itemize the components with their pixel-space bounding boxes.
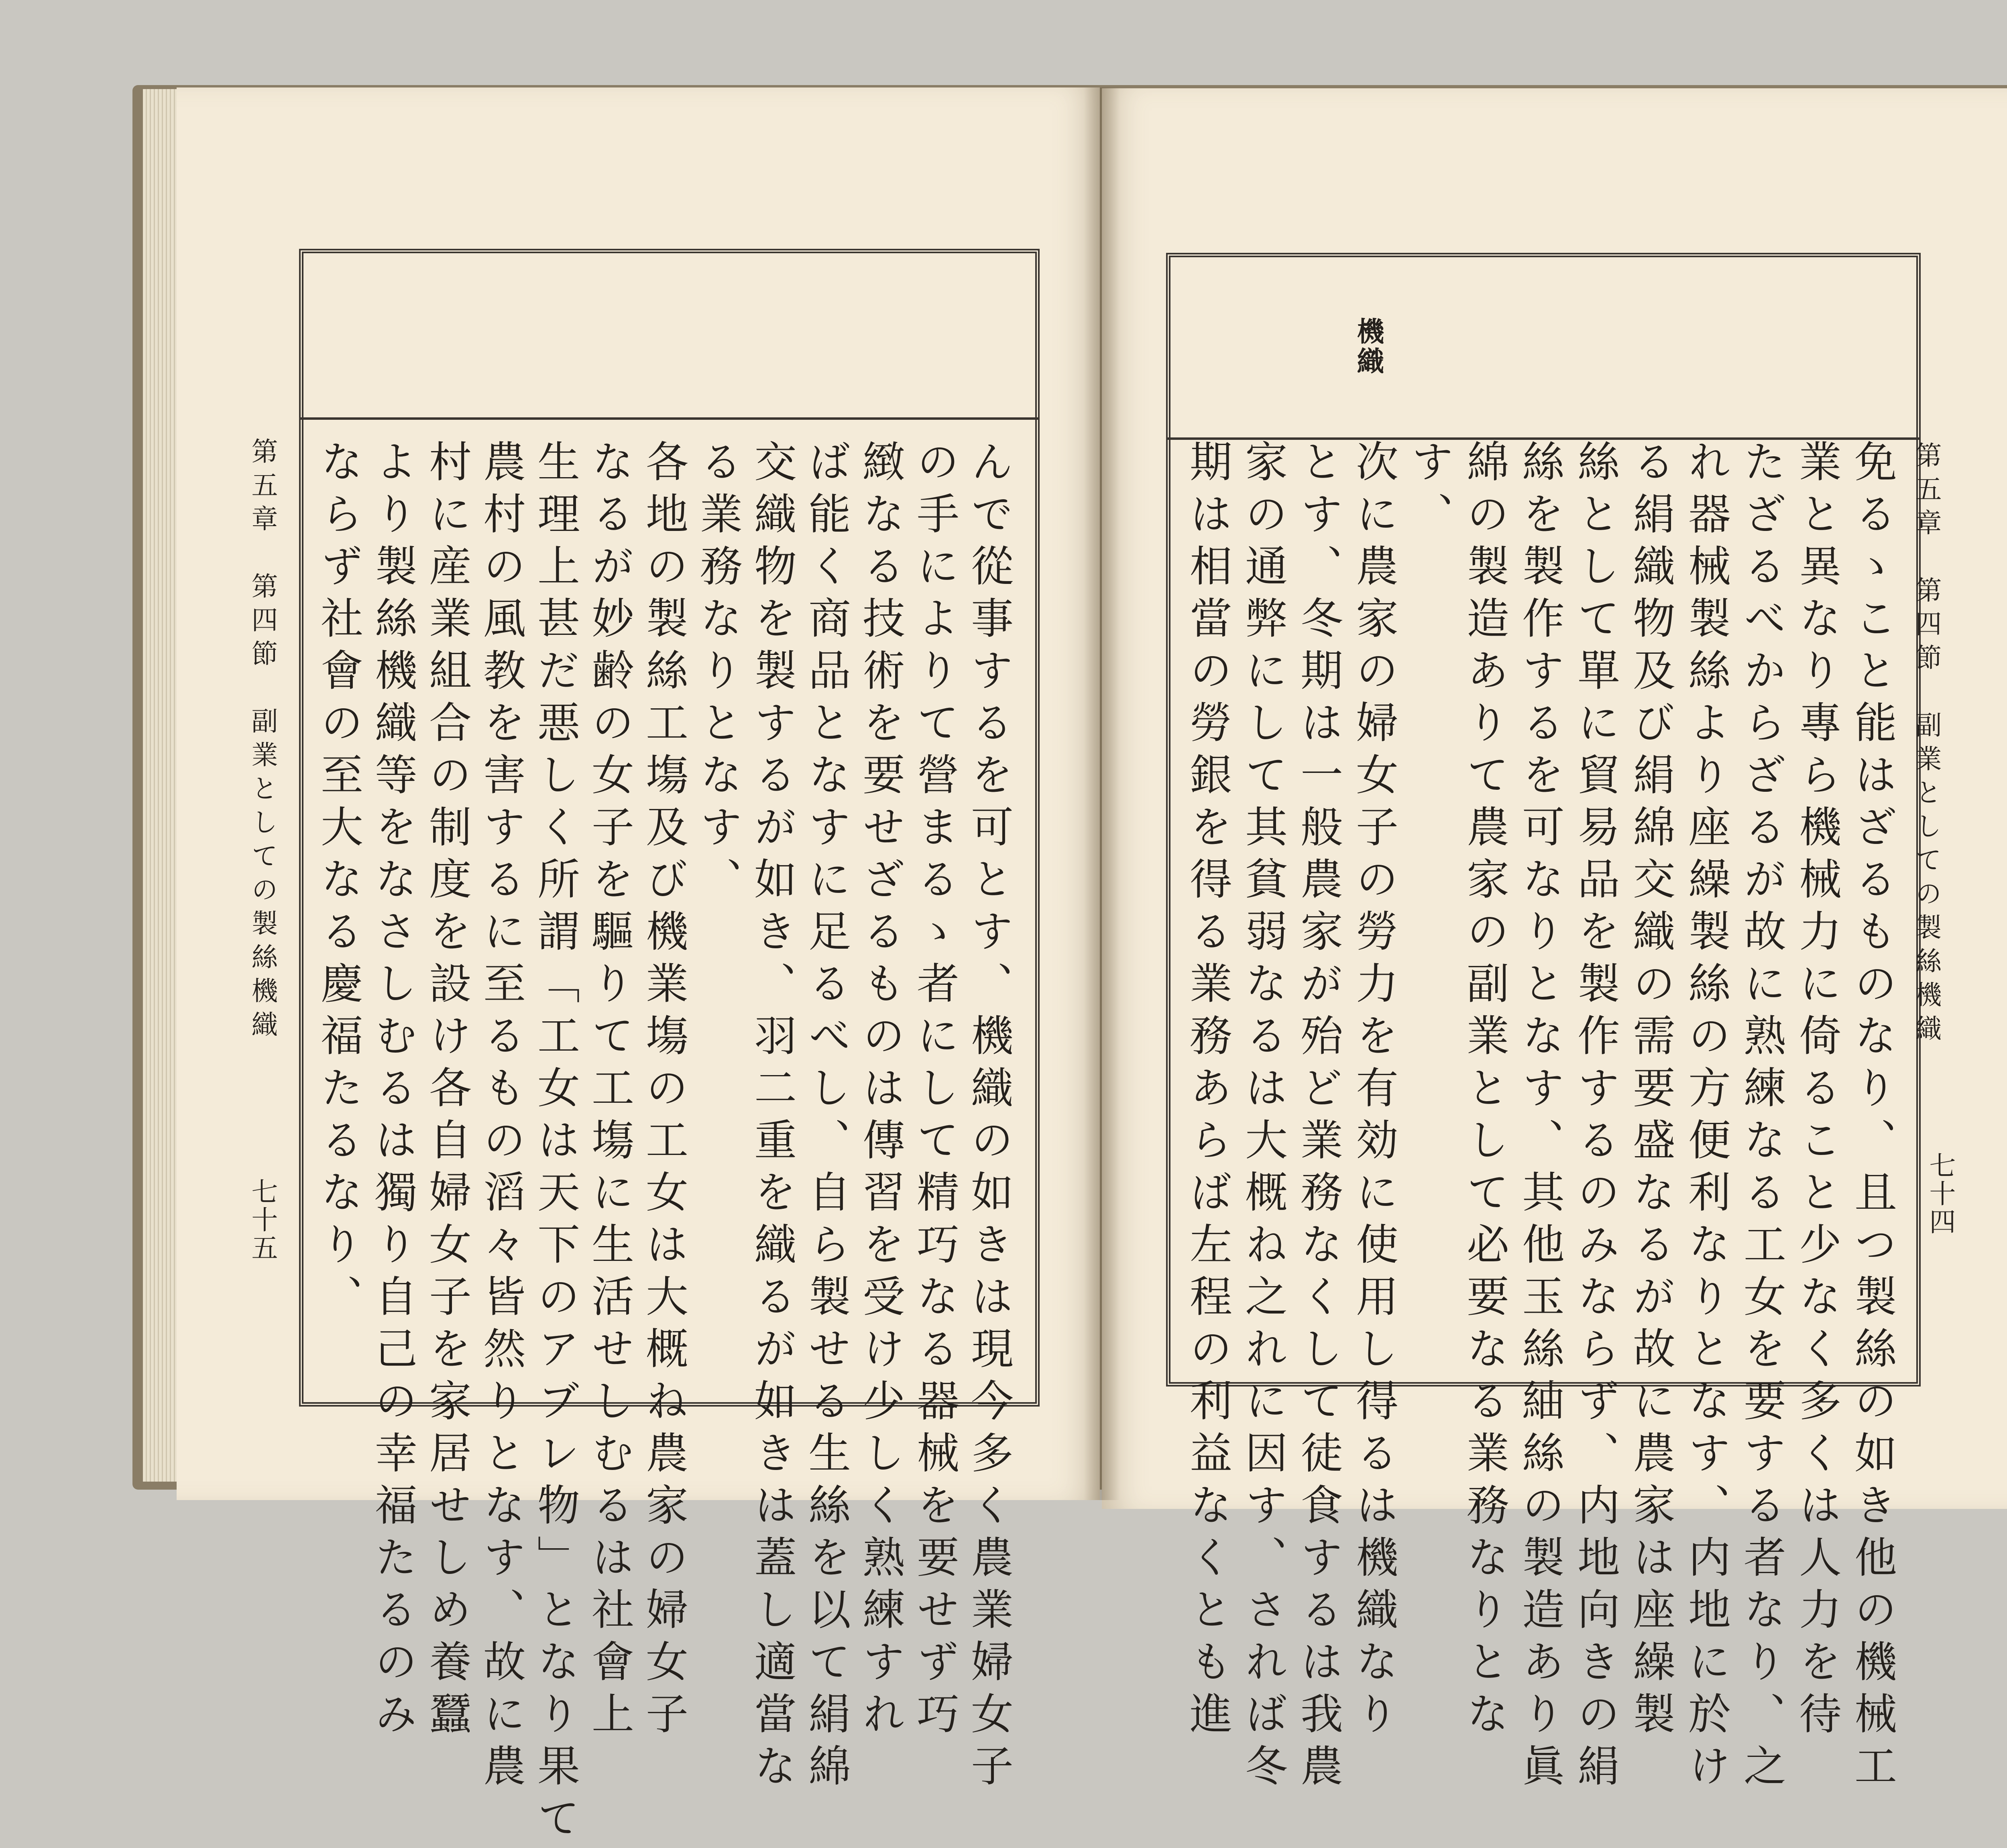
right-column-6: 綿の製造ありて農家の副業として必要なる業務なりとな <box>1460 439 1509 1744</box>
left-column-4: 農村の風教を害するに至るもの滔々皆然りとなす、故に農 <box>476 439 526 1796</box>
right-column-4: 次に農家の婦女子の勞力を有効に使用し得るは機織なり <box>1349 439 1398 1744</box>
right-column-2: 家の通弊にして其貧弱なるは大概ね之れに因す、されば冬 <box>1238 439 1288 1796</box>
right-column-7: 絲を製作するを可なりとなす、其他玉絲紬絲の製造あり眞 <box>1515 439 1565 1796</box>
left-column-2: より製絲機織等をなさしむるは獨り自己の幸福たるのみ <box>368 439 417 1744</box>
left-column-13: んで從事するを可とす、機織の如きは現今多く農業婦女子 <box>964 439 1014 1796</box>
right-column-1: 期は相當の勞銀を得る業務あらば左程の利益なくとも進 <box>1183 439 1232 1744</box>
book-gutter <box>1084 87 1120 1500</box>
left-column-12: の手によりて營まるゝ者にして精巧なる器械を要せず巧 <box>910 439 959 1744</box>
left-running-head: 第五章 第四節 副業としての製絲機織 <box>247 437 278 1044</box>
left-column-1: ならず社會の至大なる慶福たるなり、 <box>314 439 363 1326</box>
right-column-5: す、 <box>1404 439 1454 544</box>
left-head-rule <box>299 417 1040 420</box>
right-marginal-note: 機織 <box>1352 317 1384 376</box>
left-column-3: 村に産業組合の制度を設け各自婦女子を家居せしめ養蠶 <box>422 439 472 1744</box>
left-column-10: ば能く商品となすに足るべし、自ら製せる生絲を以て絹綿 <box>802 439 851 1796</box>
right-column-11: たざるべからざるが故に熟練なる工女を要する者なり、之 <box>1737 439 1786 1796</box>
left-column-8: る業務なりとなす、 <box>693 439 743 909</box>
right-running-head: 第五章 第四節 副業としての製絲機織 <box>1911 441 1942 1048</box>
right-column-3: とす、冬期は一般農家が殆ど業務なくして徒食するは我農 <box>1294 439 1343 1796</box>
right-column-10: れ器械製絲より座繰製絲の方便利なりとなす、内地に於け <box>1681 439 1731 1796</box>
left-column-7: 各地の製絲工塲及び機業塲の工女は大概ね農家の婦女子 <box>639 439 688 1744</box>
left-column-9: 交織物を製するが如き、羽二重を織るが如きは蓋し適當な <box>747 439 797 1796</box>
right-column-8: 絲として單に貿易品を製作するのみならず、内地向きの絹 <box>1571 439 1620 1796</box>
right-column-13: 免るゝこと能はざるものなり、且つ製絲の如き他の機械工 <box>1848 439 1897 1796</box>
right-column-12: 業と異なり專ら機械力に倚ること少なく多くは人力を待 <box>1792 439 1842 1744</box>
left-column-6: なるが妙齢の女子を驅りて工塲に生活せしむるは社會上 <box>585 439 634 1744</box>
left-folio: 七十五 <box>247 1178 278 1262</box>
right-folio: 七十四 <box>1925 1152 1956 1236</box>
right-column-9: る絹織物及び絹綿交織の需要盛なるが故に農家は座繰製 <box>1626 439 1675 1744</box>
left-column-5: 生理上甚だ悪しく所謂「工女は天下のアブレ物」となり果て <box>531 439 580 1848</box>
left-column-11: 緻なる技術を要せざるものは傳習を受け少しく熟練すれ <box>856 439 905 1744</box>
